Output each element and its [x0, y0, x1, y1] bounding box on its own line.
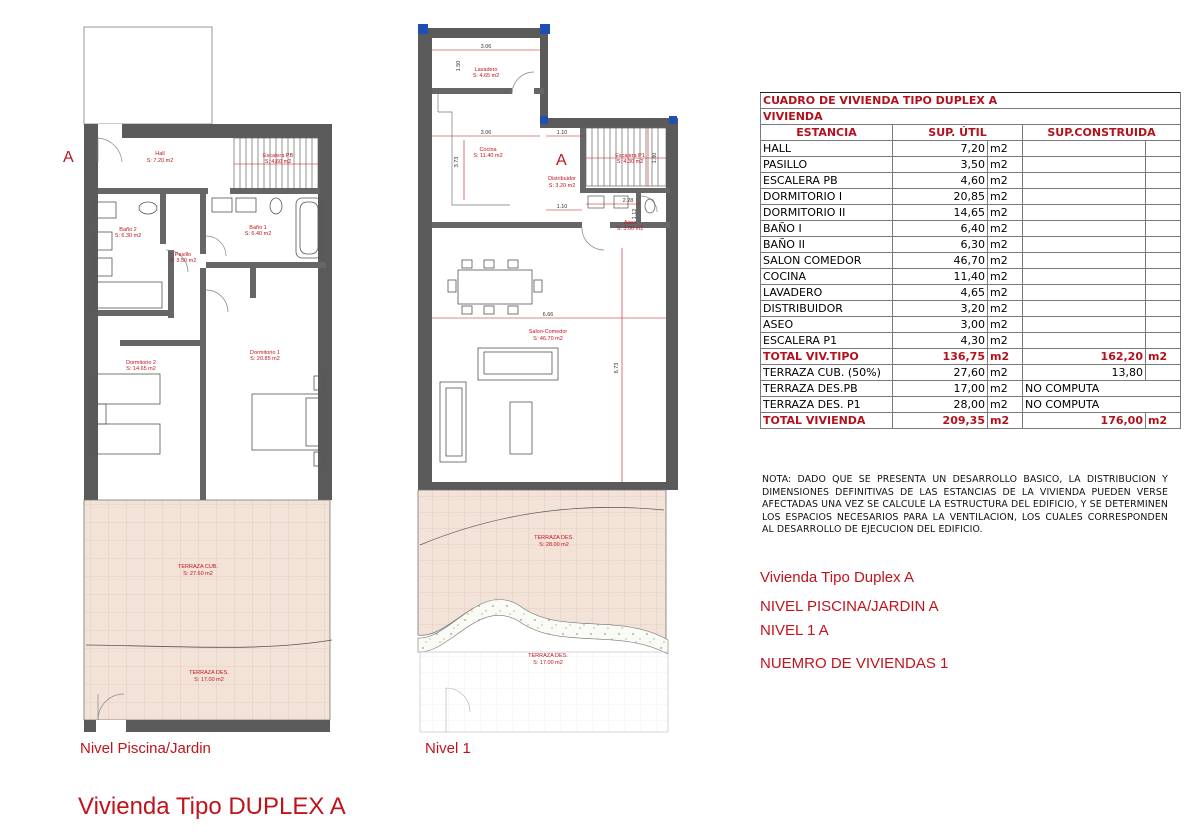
- total-vivienda-row: [761, 413, 1181, 429]
- info-nivel-piscina: NIVEL PISCINA/JARDIN A: [760, 598, 939, 615]
- note-text: NOTA: DADO QUE SE PRESENTA UN DESARROLLO BASICO, LA DISTRIBUCION Y DIMENSIONES DEFINITIVAS DE LAS ESTANCIAS DE LA VIVIENDA PUEDEN VERSE AFECTADAS UNA VEZ SE CALCULE LA ESTRUCTURA DEL EDIFICIO, Y SE DETERMINEN LOS ESPACIOS NECESARIOS PARA LA VENTILACION, LOS CUALES CORRESPONDEN AL DESARROLLO DE EJECUCION DEL EDIFICIO.: [762, 474, 1168, 535]
- room-3-row: [761, 189, 1181, 205]
- room-6-name: BAÑO II: [761, 237, 893, 253]
- room-area-hall: S: 7.20 m2: [146, 158, 174, 164]
- table-subtitle-row: [761, 109, 1181, 125]
- room-8-row: [761, 269, 1181, 285]
- room-9-util: 4,65: [893, 285, 988, 301]
- room-label-aseo: Aseo: [623, 220, 637, 226]
- total-vivienda-cons: 176,00: [1023, 413, 1146, 429]
- room-6-row: [761, 237, 1181, 253]
- room-8-cons: [1023, 269, 1146, 285]
- room-3-cons-unit: [1146, 189, 1181, 205]
- room-5-unit: m2: [988, 221, 1023, 237]
- room-label-terraza-cub: TERRAZA CUB.: [177, 564, 219, 570]
- room-9-row: [761, 285, 1181, 301]
- bed-dormitorio-2: [96, 374, 160, 454]
- room-label-escalera-pb: Escalera PB: [262, 153, 294, 159]
- room-label-hall: Hall: [155, 151, 165, 157]
- dim-1-50: 1.50: [456, 60, 462, 72]
- dim-3-06-top: 3.06: [480, 44, 492, 50]
- room-label-distribuidor: Distribuidor: [548, 176, 576, 182]
- unit-marker-ground: A: [63, 149, 74, 166]
- room-4-util: 14,65: [893, 205, 988, 221]
- room-5-cons-unit: [1146, 221, 1181, 237]
- room-6-unit: m2: [988, 237, 1023, 253]
- room-10-row: [761, 301, 1181, 317]
- room-7-row: [761, 253, 1181, 269]
- terraza-0-unit: m2: [988, 365, 1023, 381]
- total-tipo-cons: 162,20: [1023, 349, 1146, 365]
- room-area-aseo: S: 3.00 m2: [616, 226, 644, 232]
- room-label-escalera-p1: Escalera P1: [615, 153, 645, 159]
- room-0-cons-unit: [1146, 141, 1181, 157]
- room-area-dormitorio-2: S: 14.65 m2: [126, 366, 156, 372]
- room-4-unit: m2: [988, 205, 1023, 221]
- terraza-rows: [761, 365, 1181, 413]
- room-4-name: DORMITORIO II: [761, 205, 893, 221]
- level-label-level1: Nivel 1: [425, 740, 471, 757]
- total-vivienda-unit: m2: [988, 413, 1023, 429]
- room-area-terraza-des-pb: S: 17.00 m2: [194, 677, 224, 683]
- room-7-unit: m2: [988, 253, 1023, 269]
- room-area-bano-2: S: 6.30 m2: [114, 233, 142, 239]
- room-label-bano-1: Baño 1: [249, 225, 267, 231]
- room-label-pasillo: Pasillo: [174, 252, 192, 258]
- total-vivienda-cons-unit: m2: [1146, 413, 1181, 429]
- room-area-terraza-des-low: S: 17.00 m2: [533, 660, 563, 666]
- terraza-0-util: 27,60: [893, 365, 988, 381]
- room-label-dormitorio-1: Dormitorio 1: [250, 350, 280, 356]
- room-10-util: 3,20: [893, 301, 988, 317]
- level1-floor-plan: [418, 24, 678, 732]
- room-label-bano-2: Baño 2: [119, 227, 137, 233]
- dim-1-12: 1.12: [632, 208, 638, 220]
- room-area-escalera-pb: S: 4.60 m2: [264, 159, 292, 165]
- room-2-name: ESCALERA PB: [761, 173, 893, 189]
- room-11-cons-unit: [1146, 317, 1181, 333]
- terraza-cub-ground: [84, 500, 330, 720]
- room-1-row: [761, 157, 1181, 173]
- dim-1-80: 1.80: [652, 152, 658, 164]
- terraza-1-unit: m2: [988, 381, 1023, 397]
- room-3-name: DORMITORIO I: [761, 189, 893, 205]
- room-4-row: [761, 205, 1181, 221]
- room-1-name: PASILLO: [761, 157, 893, 173]
- room-0-name: HALL: [761, 141, 893, 157]
- table-title: CUADRO DE VIVIENDA TIPO DUPLEX A: [761, 93, 1181, 109]
- room-9-cons: [1023, 285, 1146, 301]
- room-area-cocina: S: 11.40 m2: [473, 153, 503, 159]
- room-rows: [761, 141, 1181, 349]
- terraza-2-name: TERRAZA DES. P1: [761, 397, 893, 413]
- total-tipo-cons-unit: m2: [1146, 349, 1181, 365]
- room-2-unit: m2: [988, 173, 1023, 189]
- room-6-cons-unit: [1146, 237, 1181, 253]
- ground-floor-plan: [63, 27, 332, 732]
- terraza-1-name: TERRAZA DES.PB: [761, 381, 893, 397]
- room-0-row: [761, 141, 1181, 157]
- room-4-cons: [1023, 205, 1146, 221]
- room-1-util: 3,50: [893, 157, 988, 173]
- room-2-util: 4,60: [893, 173, 988, 189]
- room-area-terraza-des-p1: S: 28.00 m2: [539, 542, 569, 548]
- room-2-cons: [1023, 173, 1146, 189]
- dim-1-10-top: 1.10: [556, 130, 568, 136]
- room-0-unit: m2: [988, 141, 1023, 157]
- terraza-2-unit: m2: [988, 397, 1023, 413]
- terraza-1-cons: NO COMPUTA: [1023, 381, 1181, 397]
- terraza-0-row: [761, 365, 1181, 381]
- terraza-0-name: TERRAZA CUB. (50%): [761, 365, 893, 381]
- room-2-cons-unit: [1146, 173, 1181, 189]
- level-label-ground: Nivel Piscina/Jardin: [80, 740, 211, 757]
- room-label-terraza-des-p1: TERRAZA DES.: [534, 535, 574, 541]
- document-title: Vivienda Tipo DUPLEX A: [78, 793, 346, 820]
- header-estancia: ESTANCIA: [761, 125, 893, 141]
- room-10-cons: [1023, 301, 1146, 317]
- terraza-2-cons: NO COMPUTA: [1023, 397, 1181, 413]
- room-8-unit: m2: [988, 269, 1023, 285]
- room-11-util: 3,00: [893, 317, 988, 333]
- room-6-cons: [1023, 237, 1146, 253]
- room-7-name: SALON COMEDOR: [761, 253, 893, 269]
- room-area-salon-comedor: S: 46.70 m2: [533, 336, 563, 342]
- dim-3-73: 3.73: [454, 156, 460, 168]
- room-9-cons-unit: [1146, 285, 1181, 301]
- bed-dormitorio-1: [252, 376, 324, 466]
- room-area-distribuidor: S: 3.20 m2: [548, 183, 576, 189]
- room-9-unit: m2: [988, 285, 1023, 301]
- table-subtitle: VIVIENDA: [761, 109, 1181, 125]
- table-title-row: [761, 93, 1181, 109]
- room-1-cons: [1023, 157, 1146, 173]
- room-3-unit: m2: [988, 189, 1023, 205]
- room-12-unit: m2: [988, 333, 1023, 349]
- terraza-0-cons-unit: [1146, 365, 1181, 381]
- sofa-set: [440, 348, 558, 462]
- room-label-dormitorio-2: Dormitorio 2: [126, 360, 156, 366]
- room-11-row: [761, 317, 1181, 333]
- room-area-escalera-p1: S: 4.30 m2: [616, 159, 644, 165]
- room-12-cons: [1023, 333, 1146, 349]
- room-10-unit: m2: [988, 301, 1023, 317]
- room-3-cons: [1023, 189, 1146, 205]
- total-tipo-row: [761, 349, 1181, 365]
- room-3-util: 20,85: [893, 189, 988, 205]
- room-area-pasillo: S: 3.50 m2: [169, 258, 197, 264]
- info-vivienda-tipo: Vivienda Tipo Duplex A: [760, 569, 914, 586]
- room-area-bano-1: S: 6.40 m2: [244, 231, 272, 237]
- total-vivienda-label: TOTAL VIVIENDA: [761, 413, 893, 429]
- dim-1-10-bottom: 1.10: [556, 204, 568, 210]
- room-7-cons: [1023, 253, 1146, 269]
- total-tipo-util: 136,75: [893, 349, 988, 365]
- terraza-2-row: [761, 397, 1181, 413]
- room-7-cons-unit: [1146, 253, 1181, 269]
- areas-table: [760, 92, 1181, 429]
- header-sup-util: SUP. ÚTIL: [893, 125, 1023, 141]
- info-numero-viviendas: NUEMRO DE VIVIENDAS 1: [760, 655, 949, 672]
- room-8-name: COCINA: [761, 269, 893, 285]
- room-area-terraza-cub: S: 27.60 m2: [183, 571, 213, 577]
- room-11-unit: m2: [988, 317, 1023, 333]
- room-12-util: 4,30: [893, 333, 988, 349]
- room-5-cons: [1023, 221, 1146, 237]
- table-header-row: [761, 125, 1181, 141]
- terraza-2-util: 28,00: [893, 397, 988, 413]
- room-11-name: ASEO: [761, 317, 893, 333]
- room-12-name: ESCALERA P1: [761, 333, 893, 349]
- total-tipo-unit: m2: [988, 349, 1023, 365]
- room-1-cons-unit: [1146, 157, 1181, 173]
- room-6-util: 6,30: [893, 237, 988, 253]
- room-1-unit: m2: [988, 157, 1023, 173]
- room-12-row: [761, 333, 1181, 349]
- room-5-util: 6,40: [893, 221, 988, 237]
- room-2-row: [761, 173, 1181, 189]
- room-7-util: 46,70: [893, 253, 988, 269]
- room-label-terraza-des-low: TERRAZA DES.: [528, 653, 568, 659]
- room-label-cocina: Cocina: [479, 147, 497, 153]
- room-label-lavadero: Lavadero: [474, 67, 498, 73]
- room-10-cons-unit: [1146, 301, 1181, 317]
- terraza-0-cons: 13,80: [1023, 365, 1146, 381]
- dim-3-06-mid: 3.06: [480, 130, 492, 136]
- header-sup-construida: SUP.CONSTRUIDA: [1023, 125, 1181, 141]
- unit-marker-level1: A: [556, 152, 567, 169]
- room-area-dormitorio-1: S: 20.85 m2: [250, 356, 280, 362]
- room-5-name: BAÑO I: [761, 221, 893, 237]
- total-vivienda-util: 209,35: [893, 413, 988, 429]
- room-9-name: LAVADERO: [761, 285, 893, 301]
- room-area-lavadero: S: 4.65 m2: [472, 73, 500, 79]
- room-4-cons-unit: [1146, 205, 1181, 221]
- bathroom-fixtures-ground: [94, 198, 322, 308]
- total-tipo-label: TOTAL VIV.TIPO: [761, 349, 893, 365]
- room-label-terraza-des-pb: TERRAZA DES.: [189, 670, 229, 676]
- room-8-util: 11,40: [893, 269, 988, 285]
- room-10-name: DISTRIBUIDOR: [761, 301, 893, 317]
- dim-2-28: 2.28: [622, 198, 634, 204]
- dim-6-73: 6.73: [614, 362, 620, 374]
- room-label-salon-comedor: Salon-Comedor: [528, 329, 568, 335]
- room-5-row: [761, 221, 1181, 237]
- room-11-cons: [1023, 317, 1146, 333]
- dim-6-66: 6.66: [542, 312, 554, 318]
- info-nivel-1: NIVEL 1 A: [760, 622, 829, 639]
- terraza-1-row: [761, 381, 1181, 397]
- room-12-cons-unit: [1146, 333, 1181, 349]
- dining-table: [448, 260, 542, 314]
- terraza-1-util: 17,00: [893, 381, 988, 397]
- room-8-cons-unit: [1146, 269, 1181, 285]
- room-0-util: 7,20: [893, 141, 988, 157]
- room-0-cons: [1023, 141, 1146, 157]
